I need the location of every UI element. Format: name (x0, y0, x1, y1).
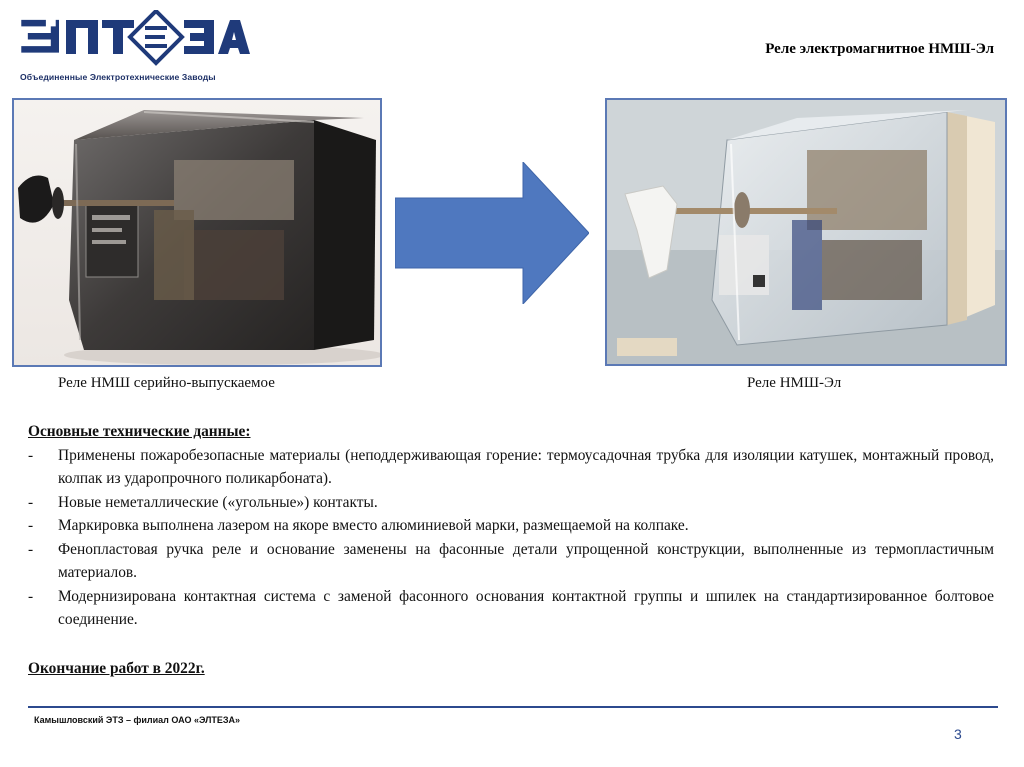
slide-title: Реле электромагнитное НМШ-Эл (765, 41, 994, 57)
technical-data-section (28, 420, 994, 632)
logo-subtitle: Объединенные Электротехнические Заводы (20, 72, 216, 82)
list-item-text: Фенопластовая ручка реле и основание заменены на фасонные детали упрощенной конструкции, выполненные из термопластичным материалов. (58, 540, 994, 581)
page-number: 3 (954, 726, 962, 742)
list-item-text: Маркировка выполнена лазером на якоре вместо алюминиевой марки, размещаемой на колпаке. (58, 517, 689, 534)
dash-bullet: - (28, 517, 34, 534)
dash-bullet: - (28, 446, 34, 464)
footer-divider (28, 706, 998, 708)
list-item (28, 514, 994, 538)
dash-bullet: - (28, 587, 34, 605)
list-item (28, 538, 994, 585)
list-item-text: Применены пожаробезопасные материалы (неподдерживающая горение: термоусадочная трубка для изоляции катушек, монтажный провод, колпак из ударопрочного поликарбоната). (58, 446, 994, 487)
list-item-text: Модернизирована контактная система с заменой фасонного основания контактной группы и шпилек на стандартизированное болтовое соединение. (58, 587, 994, 628)
technical-data-heading: Основные технические данные: (28, 423, 251, 440)
completion-note: Окончание работ в 2022г. (28, 660, 205, 677)
list-item-text: Новые неметаллические («угольные») контакты. (58, 493, 378, 511)
list-item (28, 585, 994, 632)
footer-company: Камышловский ЭТЗ – филиал ОАО «ЭЛТЕЗА» (34, 715, 241, 725)
left-photo-caption: Реле НМШ серийно-выпускаемое (58, 375, 275, 391)
relay-new-photo (605, 98, 1007, 366)
list-item (28, 491, 994, 515)
technical-data-list (28, 444, 994, 632)
dash-bullet: - (28, 540, 34, 558)
arrow-right-icon (395, 162, 589, 304)
relay-serial-photo (12, 98, 382, 367)
right-photo-caption: Реле НМШ-Эл (747, 375, 842, 391)
list-item (28, 444, 994, 491)
eltеza-logo-mark (18, 10, 250, 70)
company-logo (18, 10, 248, 82)
dash-bullet: - (28, 493, 34, 511)
